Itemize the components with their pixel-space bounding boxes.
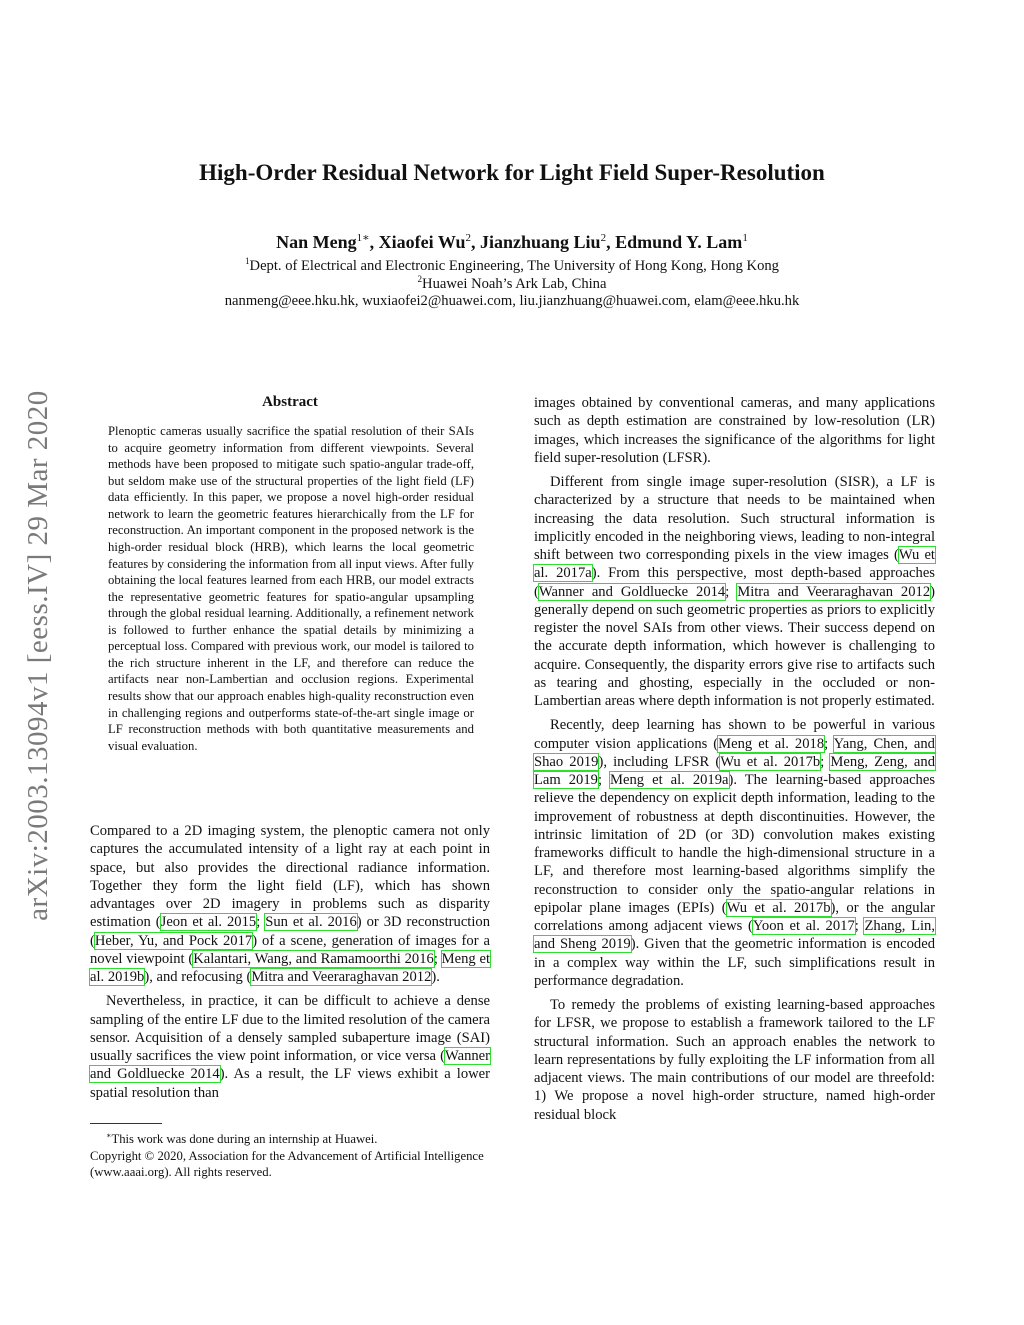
paragraph-text: Nevertheless, in practice, it can be difficult to achieve a dense sampling of the entire LF due to the limited resolution of the camera sensor. Acquisition of a densely sampled subaperture image (SAI) usually sacrifices the view point information, or vice versa (: [90, 993, 490, 1064]
footnote-divider: [90, 1123, 162, 1124]
affiliation-mark: 1: [245, 256, 250, 266]
body-paragraph: [534, 716, 935, 990]
author-affil-mark: 1: [742, 232, 748, 244]
abstract-heading: Abstract: [262, 394, 318, 410]
left-column-body: [90, 822, 490, 1108]
affiliation-1: [0, 256, 1024, 275]
citation-link[interactable]: Wu et al. 2017a: [534, 547, 935, 582]
author-name: Jianzhuang Liu: [480, 232, 601, 252]
paragraph-text: ), including LFSR (: [598, 753, 721, 770]
affiliation-text: Dept. of Electrical and Electronic Engineering, The University of Hong Kong, Hong Kong: [249, 257, 779, 274]
footnote-text: [90, 1128, 490, 1148]
body-paragraph: [534, 394, 935, 467]
right-column-body: [534, 394, 935, 1130]
arxiv-identifier: [12, 350, 64, 960]
affiliation-2: [0, 274, 1024, 293]
citation-link[interactable]: Mitra and Veeraraghavan 2012: [737, 583, 931, 600]
citation-link[interactable]: Meng et al. 2019a: [610, 772, 729, 788]
paragraph-text: ) generally depend on such geometric properties as priors to explicitly register the novel SAIs from other views. Their success depend on the accurate depth information, which however is challenging to acquire. Consequently, the disparity errors give rise to artifacts such as tearing and ghosting, especially in the occluded or non-Lambertian areas where depth information is not properly estimated.: [534, 583, 935, 709]
author-affil-mark: 2: [600, 232, 607, 244]
paragraph-text: ), and refocusing (: [144, 969, 252, 985]
affiliation-mark: 2: [417, 274, 423, 284]
paragraph-text: Recently, deep learning has shown to be powerful in various computer vision applications (: [534, 717, 935, 752]
paragraph-text: ). Given that the geometric information is encoded in a complex way within the LF, such simplifications result in performance degradation.: [534, 936, 936, 989]
paragraph-text: ). The learning-based approaches relieve the dependency on explicit depth information, leading to the improvement of robustness at depth discontinuities. However, the intrinsic limitation of 2D (or 3D) convolution makes existing frameworks difficult to handle the high-dimensional structure in a LF, and therefore most learning-based algorithms simplify the reconstruction to consider only the spatio-angular relations in epipolar plane images (EPIs) (: [534, 772, 936, 916]
paragraph-text: ) or 3D reconstruction (: [90, 914, 491, 949]
paragraph-text: ;: [824, 735, 834, 752]
citation-link[interactable]: Mitra and Veeraraghavan 2012: [251, 969, 432, 985]
footnote-body: This work was done during an internship at Huawei.: [111, 1132, 378, 1147]
citation-link[interactable]: Jeon et al. 2015: [160, 914, 257, 931]
author-emails: nanmeng@eee.hku.hk, wuxiaofei2@huawei.com, liu.jianzhuang@huawei.com, elam@eee.hku.hk: [224, 293, 800, 309]
author-affil-mark: 2: [465, 232, 472, 244]
author-list: Nan Meng$^{1∗}$, Xiaofei Wu$^2$, Jianzhuang Liu$^2$, Edmund Y. Lam$^1$: [276, 232, 748, 252]
paragraph-text: ;: [725, 583, 738, 600]
paragraph-text: Different from single image super-resolution (SISR), a LF is characterized by a structure that needs to be maintained when increasing the data resolution. Such structural information is implicitly encoded in the neighboring views, leading to non-integral shift between two corresponding pixels in the view images (: [534, 474, 935, 563]
affiliation-text: Huawei Noah’s Ark Lab, China: [422, 275, 607, 292]
citation-link[interactable]: Heber, Yu, and Pock 2017: [94, 932, 253, 949]
paragraph-text: ). As a result, the LF views exhibit a lower spatial resolution than: [90, 1066, 490, 1101]
paragraph-text: ;: [820, 753, 831, 770]
citation-link[interactable]: Wanner and Goldluecke 2014: [538, 583, 726, 600]
paragraph-text: ), or the angular correlations among adjacent views (: [534, 899, 935, 934]
body-paragraph: [90, 822, 490, 986]
author-affil-mark: 1∗: [356, 232, 370, 244]
paragraph-text: To remedy the problems of existing learning-based approaches for LFSR, we propose to establish a framework tailored to the LF structural information. Such an approach enables the network to learn representations by fully exploiting the LF information from all adjacent views. The main contributions of our model are threefold: 1) We propose a novel high-order structure, named high-order residual block: [534, 997, 935, 1123]
citation-link[interactable]: Wu et al. 2017b: [726, 899, 831, 916]
citation-link[interactable]: Meng et al. 2018: [718, 735, 825, 752]
citation-link[interactable]: Sun et al. 2016: [265, 914, 357, 931]
paper-title: High-Order Residual Network for Light Field Super-Resolution: [199, 160, 825, 185]
abstract-body: Plenoptic cameras usually sacrifice the spatial resolution of their SAIs to acquire geometry information from different viewpoints. Several methods have been proposed to mitigate such spatio-angular trade-off, but seldom make use of the structural properties of the light field (LF) data efficiently. In this paper, we propose a novel high-order residual network to learn the geometric features hierarchically from the LF for reconstruction. An important component in the proposed network is the high-order residual block (HRB), which learns the local geometric features by considering the information from all input views. After fully obtaining the local features learned from each HRB, our model extracts the representative geometric features for spatio-angular upsampling through the global residual learning. Additionally, a refinement network is followed to further enhance the spatial details by minimizing a perceptual loss. Compared with previous work, our model is tailored to the rich structure inherent in the LF, and therefore can reduce the artifacts near non-Lambertian and occlusion regions. Experimental results show that our approach enables high-quality reconstruction even in challenging regions and outperforms state-of-the-art single image or LF reconstruction methods with both quantitative measurements and visual evaluation.: [108, 424, 474, 753]
paragraph-text: ).: [431, 969, 440, 985]
paragraph-text: ). From this perspective, most depth-based approaches (: [534, 565, 935, 600]
body-paragraph: [534, 473, 935, 710]
citation-link[interactable]: Wu et al. 2017b: [720, 753, 821, 770]
paragraph-text: Compared to a 2D imaging system, the plenoptic camera not only captures the accumulated intensity of a light ray at each point in space, but also provides the directional radiance information. Together they form the light field (LF), which has shown advantages over 2D imagery in problems such as disparity estimation (: [90, 823, 490, 931]
paragraph-text: ;: [256, 914, 266, 931]
author-name: Nan Meng: [276, 232, 357, 252]
footnote-mark: ∗: [106, 1131, 112, 1140]
citation-link[interactable]: Meng, Zeng, and Lam 2019: [534, 753, 935, 788]
paragraph-text: ;: [433, 950, 442, 967]
citation-link[interactable]: Yang, Chen, and Shao 2019: [534, 735, 935, 770]
paragraph-text: images obtained by conventional cameras, and many applications such as depth estimation are constrained by low-resolution (LR) images, which increases the significance of the algorithms for light field super-resolution (LFSR).: [534, 395, 935, 466]
paragraph-text: ) of a scene, generation of images for a novel viewpoint (: [90, 932, 490, 967]
citation-link[interactable]: Wanner and Goldluecke 2014: [90, 1048, 490, 1083]
copyright-notice: Copyright © 2020, Association for the Advancement of Artificial Intelligence (www.aaai.org). All rights reserved.: [90, 1148, 484, 1180]
author-name: Xiaofei Wu: [378, 232, 466, 252]
author-name: Edmund Y. Lam: [615, 232, 743, 252]
citation-link[interactable]: Meng et al. 2019b: [90, 950, 490, 985]
footnote: [90, 1128, 490, 1181]
citation-link[interactable]: Zhang, Lin, and Sheng 2019: [534, 918, 936, 953]
paragraph-text: ;: [854, 918, 865, 934]
body-paragraph: [90, 992, 490, 1102]
body-paragraph: [534, 996, 935, 1124]
arxiv-identifier-text: arXiv:2003.13094v1 [eess.IV] 29 Mar 2020: [21, 389, 54, 921]
citation-link[interactable]: Kalantari, Wang, and Ramamoorthi 2016: [193, 950, 434, 967]
citation-link[interactable]: Yoon et al. 2017: [752, 918, 855, 934]
paragraph-text: ;: [597, 772, 611, 788]
